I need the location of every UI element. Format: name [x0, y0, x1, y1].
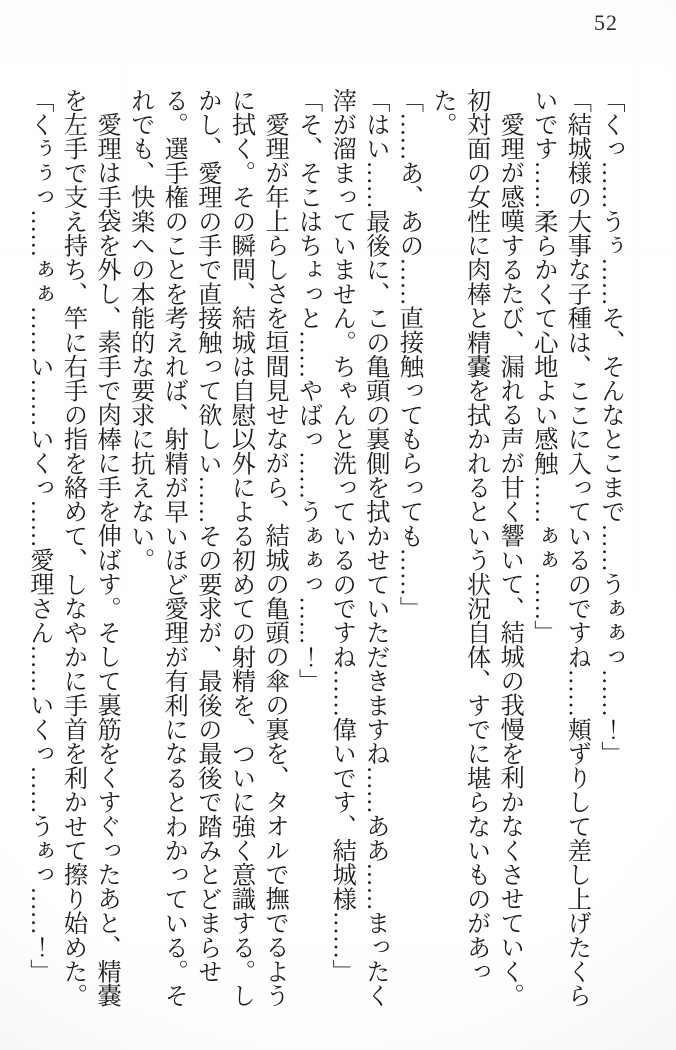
- paragraph: 「そ、そこはちょっと……やばっ……うぁぁっ……！」: [294, 88, 322, 693]
- paragraph: 愛理が感嘆するたび、漏れる声が甘く響いて、結城の我慢を利かなくさせていく。初対面の女性に肉棒と精嚢を拭かれるという状況自体、すでに堪らないものがあった。: [429, 88, 524, 1008]
- body-text: [22, 88, 627, 1010]
- paragraph: 「くぅぅっ……ぁぁ……い……いくっ……愛理さん……いくっ……うぁっ……！」: [25, 88, 53, 984]
- paragraph: 「はい……最後に、この亀頭の裏側を拭かせていただきますね……ああ……まったく滓が溜まっていません。ちゃんと洗っているのですね……偉いです、結城様……」: [328, 88, 389, 1008]
- paragraph: 「……あ、あの……直接触ってもらっても……」: [395, 88, 423, 621]
- paragraph: 愛理は手袋を外し、素手で肉棒に手を伸ばす。そして裏筋をくすぐったあと、精嚢を左手で支え持ち、竿に右手の指を絡めて、しなやかに手首を利かせて擦り始めた。: [59, 88, 121, 1008]
- paragraph: 「結城様の大事な子種は、ここに入っているのですね……頬ずりして差し上げたくらいです……柔らかくて心地よい感触……ぁぁ……」: [529, 88, 591, 1008]
- paragraph: 愛理が年上らしさを垣間見せながら、結城の亀頭の傘の裏を、タオルで撫でるように拭く。その瞬間、結城は自慰以外による初めての射精を、ついに強く意識する。しかし、愛理の手で直接触って欲しい……その要求が、最後の最後で踏みとどまらせる。選手権のことを考えれば、射精が早いほど愛理が有利になるとわかっている。それでも、快楽への本能的な要求に抗えない。: [126, 88, 289, 1008]
- page-number: 52: [594, 10, 618, 35]
- paragraph: 「くっ……うぅ……そ、そんなとこまで……うぁぁっ……！」: [597, 88, 624, 766]
